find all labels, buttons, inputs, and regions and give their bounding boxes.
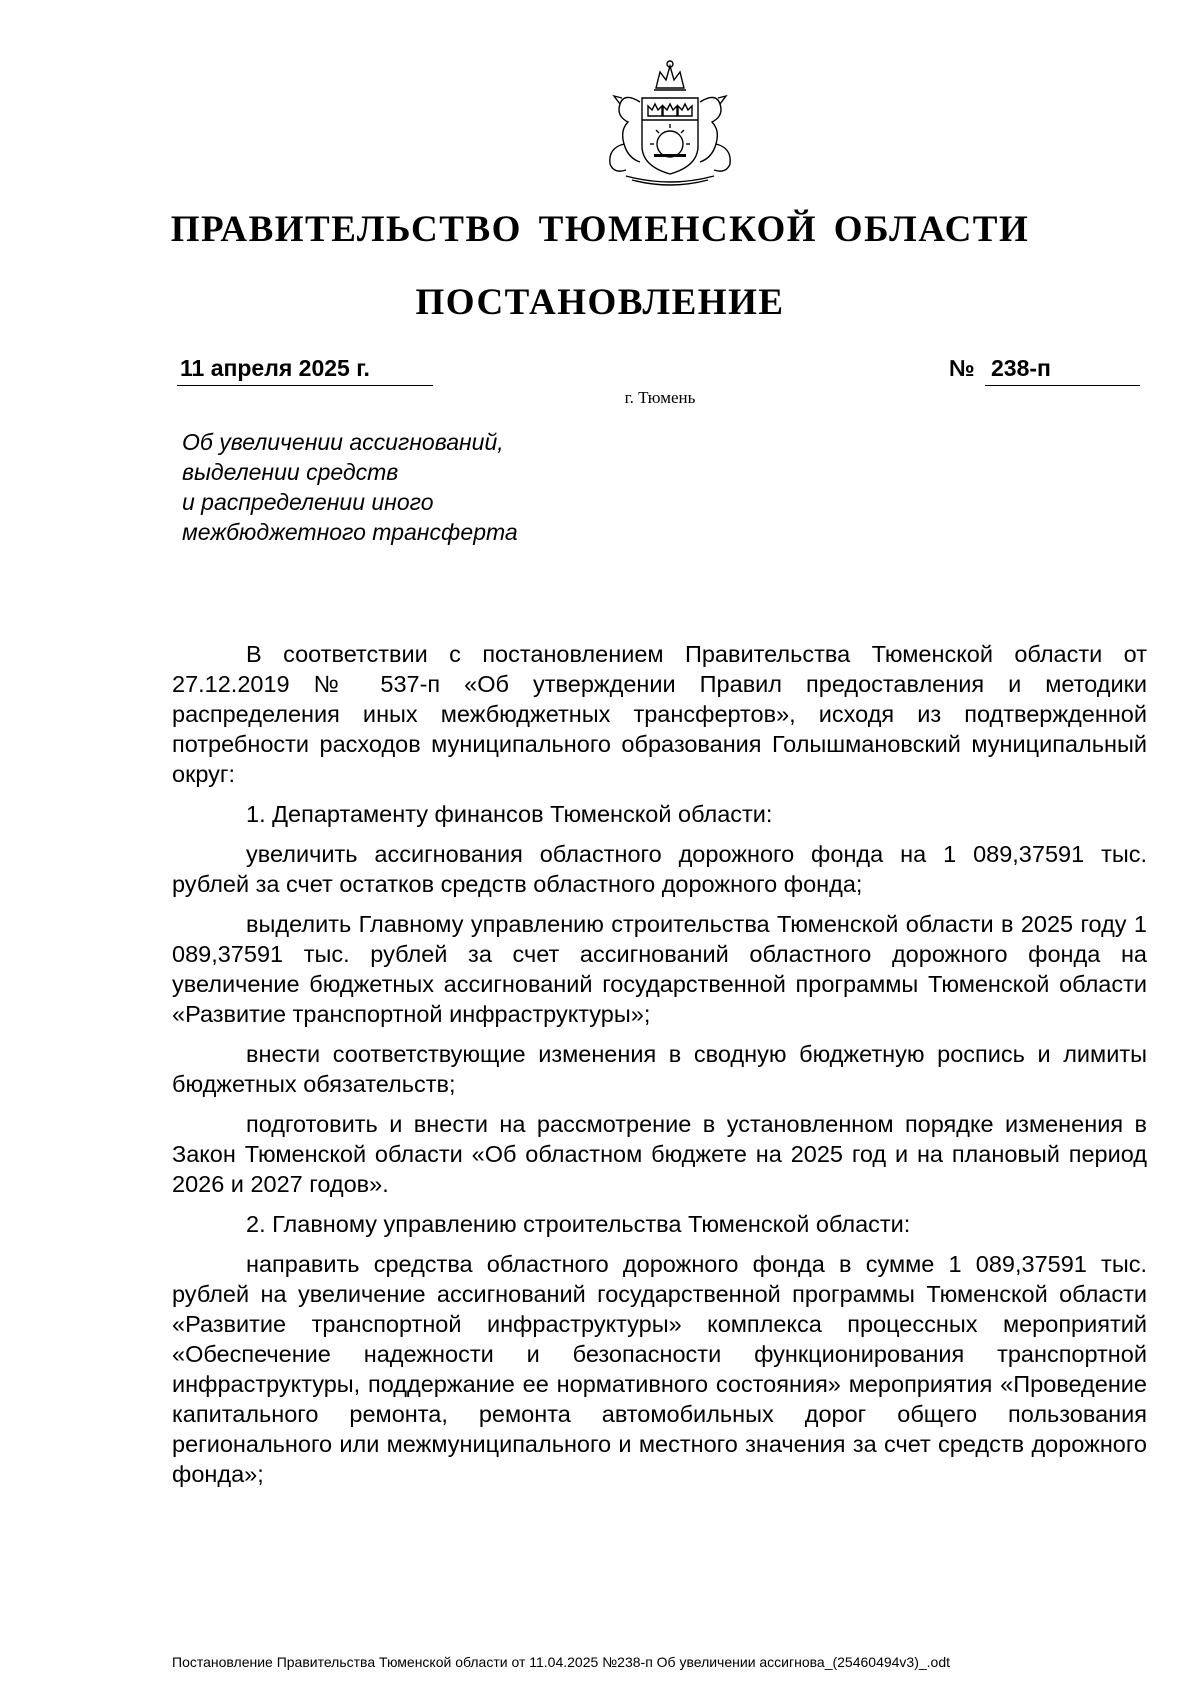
document-body [172,639,1147,1499]
page-footer: Постановление Правительства Тюменской области от 11.04.2025 №238-п Об увеличении ассигнова_(25460494v3)_.odt [172,1654,951,1670]
body-paragraph: 2. Главному управлению строительства Тюменской области: [246,1211,911,1237]
organization-title: ПРАВИТЕЛЬСТВО ТЮМЕНСКОЙ ОБЛАСТИ [170,209,1030,250]
document-date: 11 апреля 2025 г. [177,355,433,386]
subject-line: выделении средств [182,459,399,485]
document-city: г. Тюмень [624,388,696,407]
body-paragraph: выделить Главному управлению строительства Тюменской области в 2025 году 1 089,37591 тыс. рублей за счет ассигнований областного дорожного фонда на увеличение бюджетных ассигнований государственной программы Тюменской области «Развитие транспортной инфраструктуры»; [172,911,1147,1027]
body-paragraph: направить средства областного дорожного фонда в сумме 1 089,37591 тыс. рублей на увеличение ассигнований государственной программы Тюменской области «Развитие транспортной инфраструктуры» комплекса процессных мероприятий «Обеспечение надежности и безопасности функционирования транспортной инфраструктуры, поддержание ее нормативного состояния» мероприятия «Проведение капитального ремонта, ремонта автомобильных дорог общего пользования регионального или межмуниципального и местного значения за счет средств дорожного фонда»; [172,1251,1147,1487]
document-type-title: ПОСТАНОВЛЕНИЕ [415,282,785,323]
body-paragraph: 1. Департаменту финансов Тюменской области: [246,801,773,827]
document-number-block [949,355,1140,386]
subject-line: Об увеличении ассигнований, [182,429,504,455]
body-paragraph: подготовить и внести на рассмотрение в установленном порядке изменения в Закон Тюменской области «Об областном бюджете на 2025 год и на плановый период 2026 и 2027 годов». [172,1111,1147,1197]
document-number: 238-п [985,355,1140,386]
body-paragraph: увеличить ассигнования областного дорожного фонда на 1 089,37591 тыс. рублей за счет остатков средств областного дорожного фонда; [172,841,1147,897]
number-sign: № [949,355,975,381]
body-paragraph: В соответствии с постановлением Правительства Тюменской области от 27.12.2019 № 537-п «Об утверждении Правил предоставления и методики распределения иных межбюджетных трансфертов», исходя из подтвержденной потребности расходов муниципального образования Голышмановский муниципальный округ: [172,641,1147,787]
subject-line: и распределении иного [182,489,434,515]
document-subject [182,427,702,547]
coat-of-arms-icon [590,58,750,190]
body-paragraph: внести соответствующие изменения в сводную бюджетную роспись и лимиты бюджетных обязательств; [172,1041,1147,1097]
subject-line: межбюджетного трансферта [182,519,518,545]
